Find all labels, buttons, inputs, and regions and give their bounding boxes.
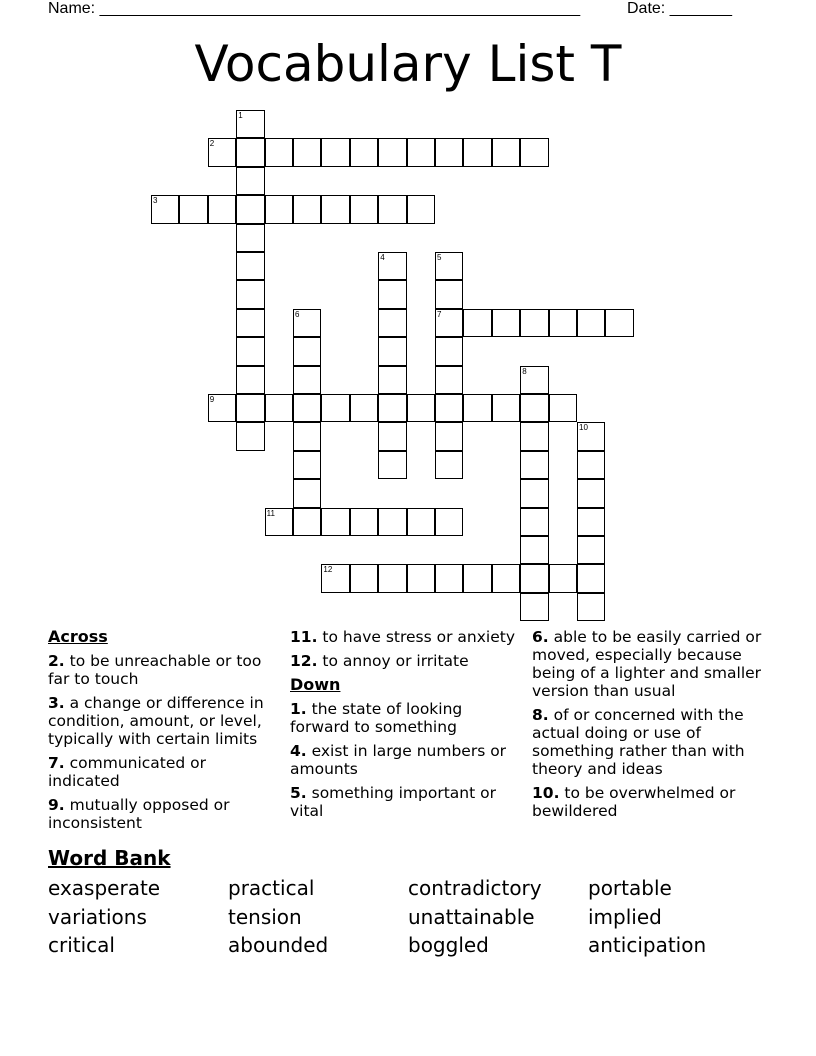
crossword-cell[interactable] bbox=[435, 394, 463, 422]
crossword-cell[interactable] bbox=[520, 536, 548, 564]
clue-number: 7. bbox=[48, 754, 65, 772]
crossword-cell[interactable] bbox=[208, 394, 236, 422]
crossword-cell[interactable] bbox=[208, 138, 236, 166]
crossword-cell[interactable] bbox=[378, 394, 406, 422]
cell-number: 3 bbox=[153, 196, 158, 206]
crossword-cell[interactable] bbox=[407, 508, 435, 536]
page-title: Vocabulary List T bbox=[194, 35, 622, 93]
crossword-cell[interactable] bbox=[265, 508, 293, 536]
word-bank-item: abounded bbox=[228, 933, 329, 957]
crossword-cell[interactable] bbox=[520, 422, 548, 450]
crossword-cell[interactable] bbox=[435, 309, 463, 337]
crossword-cell[interactable] bbox=[520, 366, 548, 394]
clue-number: 2. bbox=[48, 652, 65, 670]
crossword-cell[interactable] bbox=[378, 337, 406, 365]
crossword-cell[interactable] bbox=[265, 195, 293, 223]
crossword-cell[interactable] bbox=[407, 138, 435, 166]
clue-text: communicated or indicated bbox=[48, 754, 207, 790]
crossword-cell[interactable] bbox=[435, 508, 463, 536]
date-field-label: Date: _______ bbox=[627, 0, 732, 17]
crossword-cell[interactable] bbox=[378, 195, 406, 223]
crossword-cell[interactable] bbox=[208, 195, 236, 223]
crossword-cell[interactable] bbox=[236, 252, 264, 280]
clues-column-2 bbox=[290, 628, 518, 826]
crossword-cell[interactable] bbox=[463, 309, 491, 337]
word-bank-title: Word Bank bbox=[48, 846, 171, 870]
clue-number: 1. bbox=[290, 700, 307, 718]
crossword-cell[interactable] bbox=[549, 309, 577, 337]
cell-number: 11 bbox=[266, 508, 275, 518]
crossword-cell[interactable] bbox=[350, 195, 378, 223]
crossword-cell[interactable] bbox=[577, 508, 605, 536]
down-heading: Down bbox=[290, 675, 341, 694]
clue-number: 6. bbox=[532, 628, 549, 646]
crossword-cell[interactable] bbox=[577, 309, 605, 337]
crossword-cell[interactable] bbox=[179, 195, 207, 223]
cell-number: 9 bbox=[209, 395, 215, 404]
crossword-cell[interactable] bbox=[293, 422, 321, 450]
down-clue-8 bbox=[532, 706, 768, 778]
clue-number: 4. bbox=[290, 742, 307, 760]
crossword-cell[interactable] bbox=[350, 138, 378, 166]
across-clue-3 bbox=[48, 694, 276, 748]
across-heading: Across bbox=[48, 627, 108, 646]
crossword-cell[interactable] bbox=[520, 138, 548, 166]
clues-column-1 bbox=[48, 628, 276, 838]
cell-number: 8 bbox=[522, 366, 527, 376]
crossword-cell[interactable] bbox=[492, 138, 520, 166]
down-clue-10 bbox=[532, 784, 768, 820]
crossword-cell[interactable] bbox=[577, 536, 605, 564]
clue-number: 3. bbox=[48, 694, 65, 712]
crossword-cell[interactable] bbox=[236, 195, 264, 223]
crossword-cell[interactable] bbox=[378, 280, 406, 308]
crossword-cell[interactable] bbox=[435, 138, 463, 166]
crossword-cell[interactable] bbox=[236, 110, 264, 138]
crossword-cell[interactable] bbox=[492, 564, 520, 592]
clue-number: 11. bbox=[290, 628, 318, 646]
crossword-cell[interactable] bbox=[321, 508, 349, 536]
clue-text: of or concerned with the actual doing or use of something rather than with theory and ideas bbox=[532, 706, 745, 778]
crossword-cell[interactable] bbox=[265, 394, 293, 422]
clue-number: 12. bbox=[290, 652, 318, 670]
crossword-cell[interactable] bbox=[236, 167, 264, 195]
word-bank-item: anticipation bbox=[588, 933, 707, 957]
crossword-cell[interactable] bbox=[378, 309, 406, 337]
crossword-cell[interactable] bbox=[407, 394, 435, 422]
across-clue-7 bbox=[48, 754, 276, 790]
clue-text: to annoy or irritate bbox=[317, 652, 469, 670]
clue-text: mutually opposed or inconsistent bbox=[48, 796, 230, 832]
clue-text: the state of looking forward to something bbox=[290, 700, 463, 736]
crossword-cell[interactable] bbox=[236, 337, 264, 365]
word-bank bbox=[48, 874, 768, 960]
word-bank-item: exasperate bbox=[48, 876, 161, 900]
clue-text: to have stress or anxiety bbox=[317, 628, 516, 646]
down-clue-5 bbox=[290, 784, 518, 820]
crossword-cell[interactable] bbox=[463, 138, 491, 166]
crossword-cell[interactable] bbox=[236, 422, 264, 450]
crossword-cell[interactable] bbox=[293, 451, 321, 479]
down-clue-4 bbox=[290, 742, 518, 778]
name-field-label: Name: ______________________________________________________ bbox=[48, 0, 581, 17]
crossword-cell[interactable] bbox=[321, 195, 349, 223]
crossword-cell[interactable] bbox=[293, 195, 321, 223]
crossword-cell[interactable] bbox=[549, 394, 577, 422]
cell-number: 10 bbox=[579, 423, 588, 433]
clues-column-3 bbox=[532, 628, 768, 826]
crossword-cell[interactable] bbox=[520, 564, 548, 592]
crossword-cell[interactable] bbox=[407, 564, 435, 592]
crossword-cell[interactable] bbox=[378, 422, 406, 450]
clue-number: 10. bbox=[532, 784, 560, 802]
crossword-cell[interactable] bbox=[293, 366, 321, 394]
clue-text: something important or vital bbox=[290, 784, 496, 820]
crossword-cell[interactable] bbox=[435, 280, 463, 308]
crossword-cell[interactable] bbox=[378, 366, 406, 394]
crossword-cell[interactable] bbox=[435, 422, 463, 450]
crossword-cell[interactable] bbox=[236, 280, 264, 308]
crossword-cell[interactable] bbox=[577, 451, 605, 479]
crossword-cell[interactable] bbox=[293, 138, 321, 166]
cell-number: 5 bbox=[437, 253, 442, 262]
clue-text: able to be easily carried or moved, especially because being of a lighter and smaller version than usual bbox=[532, 628, 762, 700]
crossword-cell[interactable] bbox=[435, 252, 463, 280]
crossword-cell[interactable] bbox=[549, 564, 577, 592]
crossword-cell[interactable] bbox=[293, 394, 321, 422]
clue-text: exist in large numbers or amounts bbox=[290, 742, 507, 778]
word-bank-item: variations bbox=[48, 904, 147, 929]
cell-number: 2 bbox=[209, 139, 215, 149]
clue-number: 9. bbox=[48, 796, 65, 814]
clue-text: a change or difference in condition, amount, or level, typically with certain limits bbox=[48, 694, 264, 748]
cell-number: 4 bbox=[380, 253, 385, 262]
crossword-cell[interactable] bbox=[435, 451, 463, 479]
word-bank-item: implied bbox=[588, 904, 662, 929]
across-clue-2 bbox=[48, 652, 276, 688]
crossword-cell[interactable] bbox=[236, 138, 264, 166]
crossword-cell[interactable] bbox=[463, 394, 491, 422]
crossword-cell[interactable] bbox=[293, 337, 321, 365]
crossword-cell[interactable] bbox=[321, 564, 349, 592]
crossword-cell[interactable] bbox=[378, 451, 406, 479]
crossword-cell[interactable] bbox=[378, 252, 406, 280]
crossword-cell[interactable] bbox=[577, 422, 605, 450]
clue-number: 8. bbox=[532, 706, 549, 724]
word-bank-item: boggled bbox=[408, 933, 489, 957]
crossword-cell[interactable] bbox=[520, 451, 548, 479]
crossword-cell[interactable] bbox=[378, 564, 406, 592]
crossword-cell[interactable] bbox=[378, 508, 406, 536]
crossword-cell[interactable] bbox=[350, 394, 378, 422]
crossword-cell[interactable] bbox=[151, 195, 179, 223]
crossword-cell[interactable] bbox=[236, 394, 264, 422]
crossword-cell[interactable] bbox=[350, 508, 378, 536]
crossword-cell[interactable] bbox=[577, 564, 605, 592]
across-clue-12 bbox=[290, 652, 518, 670]
across-clue-11 bbox=[290, 628, 518, 646]
across-clue-9 bbox=[48, 796, 276, 832]
crossword-cell[interactable] bbox=[236, 309, 264, 337]
crossword-cell[interactable] bbox=[236, 224, 264, 252]
crossword-cell[interactable] bbox=[492, 309, 520, 337]
clue-number: 5. bbox=[290, 784, 307, 802]
crossword-cell[interactable] bbox=[520, 508, 548, 536]
down-clue-6 bbox=[532, 628, 768, 700]
crossword-cell[interactable] bbox=[577, 593, 605, 621]
word-bank-item: portable bbox=[588, 876, 672, 900]
crossword-cell[interactable] bbox=[435, 564, 463, 592]
word-bank-item: practical bbox=[228, 876, 315, 900]
cell-number: 1 bbox=[238, 111, 243, 120]
crossword-cell[interactable] bbox=[321, 394, 349, 422]
word-bank-item: contradictory bbox=[408, 876, 542, 900]
crossword-cell[interactable] bbox=[321, 138, 349, 166]
crossword-cell[interactable] bbox=[605, 309, 633, 337]
crossword-cell[interactable] bbox=[520, 309, 548, 337]
crossword-cell[interactable] bbox=[407, 195, 435, 223]
cell-number: 6 bbox=[295, 309, 300, 319]
cell-number: 12 bbox=[323, 565, 333, 575]
crossword-cell[interactable] bbox=[293, 508, 321, 536]
word-bank-item: tension bbox=[228, 904, 302, 929]
clue-text: to be overwhelmed or bewildered bbox=[532, 784, 736, 820]
crossword-cell[interactable] bbox=[520, 394, 548, 422]
crossword-cell[interactable] bbox=[265, 138, 293, 166]
crossword-cell[interactable] bbox=[236, 366, 264, 394]
down-clue-1 bbox=[290, 700, 518, 736]
crossword-cell[interactable] bbox=[350, 564, 378, 592]
crossword-cell[interactable] bbox=[435, 366, 463, 394]
crossword-cell[interactable] bbox=[492, 394, 520, 422]
crossword-cell[interactable] bbox=[520, 593, 548, 621]
crossword-cell[interactable] bbox=[293, 479, 321, 507]
word-bank-item: critical bbox=[48, 933, 115, 957]
crossword-cell[interactable] bbox=[577, 479, 605, 507]
cell-number: 7 bbox=[437, 309, 442, 319]
crossword-cell[interactable] bbox=[520, 479, 548, 507]
crossword-cell[interactable] bbox=[293, 309, 321, 337]
crossword-cell[interactable] bbox=[463, 564, 491, 592]
crossword-cell[interactable] bbox=[378, 138, 406, 166]
crossword-cell[interactable] bbox=[435, 337, 463, 365]
word-bank-item: unattainable bbox=[408, 904, 535, 929]
clue-text: to be unreachable or too far to touch bbox=[48, 652, 262, 688]
